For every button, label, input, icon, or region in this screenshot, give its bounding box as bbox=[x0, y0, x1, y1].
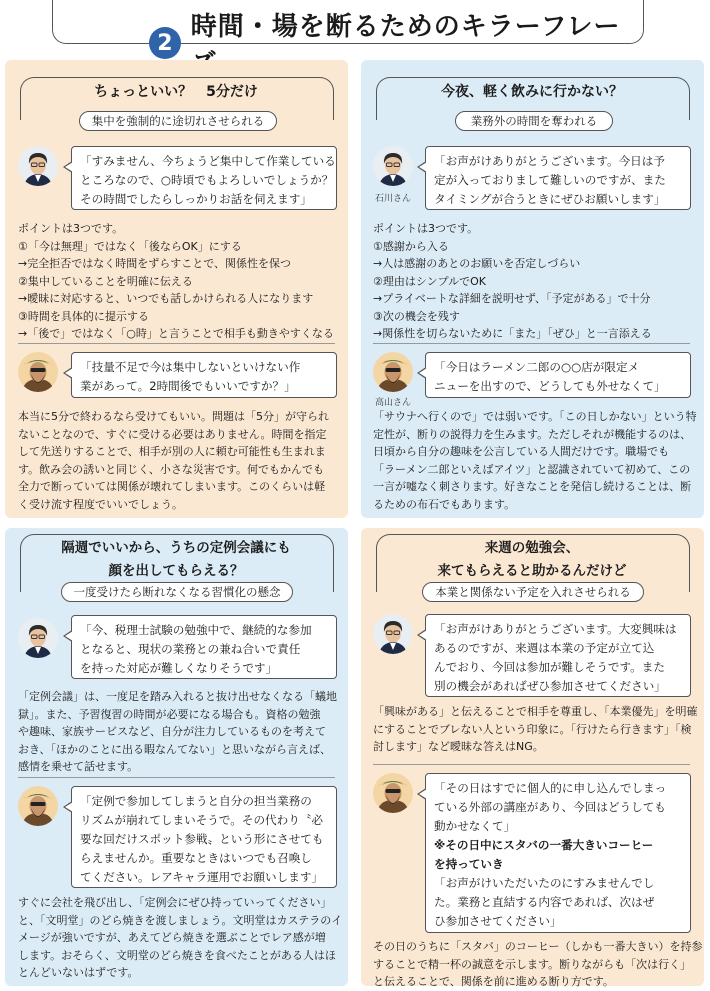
scenario-title: 隔週でいいから、うちの定例会議にも 顔を出してもらえる？ bbox=[61, 540, 291, 579]
avatar-bearded-man bbox=[373, 773, 413, 813]
avatar-bearded-man bbox=[18, 352, 58, 392]
section-divider bbox=[18, 343, 335, 344]
scenario-title: 来週の勉強会、 来てもらえると助かるんだけど bbox=[437, 540, 627, 579]
scenario-subtitle: 本業と関係ない予定を入れさせられる bbox=[422, 582, 644, 602]
speech-bubble: 「定例で参加してしまうと自分の担当業務の リズムが崩れてしまいそうで。その代わり〝必 要な回だけスポット参戦〟という形にさせても らえませんか。重要なときはいつでも召喚し てください。レアキャラ運用でお願いします」 bbox=[71, 786, 337, 888]
speech-bubble: 「その日はすでに個人的に申し込んでしまっ ている外部の講座があり、今回はどうしても 動かせなくて」 ※その日中にスタバの一番大きいコーヒー を持っていき 「お声がけいただいたのにすみませんでし た。業務と直結する内容であれば、次はぜ ひ参加させてください」 bbox=[425, 773, 691, 933]
speaker-name: 高山さん bbox=[374, 398, 411, 408]
avatar-office-worker bbox=[373, 614, 413, 654]
scenario-subtitle: 業務外の時間を奪われる bbox=[455, 111, 613, 131]
scenario-panel-5min bbox=[5, 60, 348, 518]
speaker-name: 石川さん bbox=[374, 194, 411, 204]
avatar-bearded-man bbox=[18, 786, 58, 826]
scenario-subtitle: 一度受けたら断れなくなる習慣化の懸念 bbox=[61, 582, 293, 602]
explanation-text: すぐに会社を飛び出し、「定例会にぜひ持っていってください」 と、「文明堂」のどら焼きを渡しましょう。文明堂はカステラのイ メージが強いですが、あえてどら焼きを選ぶことでレア感が増 します。おそらく、文明堂のどら焼きを食べたことがある人はほ とんどいないはずです。 bbox=[18, 896, 343, 979]
avatar-office-worker bbox=[18, 146, 58, 186]
scenario-panel-study-group bbox=[361, 528, 704, 986]
page-title-banner bbox=[52, 0, 644, 56]
explanation-text: 「興味がある」と伝えることで相手を尊重し、「本業優先」を明確 にすることでブレない人という印象に。「行けたら行きます」「検 討します」など曖昧な答えはNG。 bbox=[373, 705, 698, 753]
explanation-text: 「サウナへ行くので」では弱いです。「この日しかない」という特 定性が、断りの説得力を生みます。ただしそれが機能するのは、 日頃から自分の趣味を公言している人間だけです。職場でも 「ラーメン二郎といえばアイツ」と認識されていて初めて、この 一言が嘘なく刺さります。好きなことを発信し続けることは、断 るための布石でもあります。 bbox=[373, 410, 697, 511]
scenario-panel-meeting bbox=[5, 528, 348, 986]
speech-bubble: 「今、税理士試験の勉強中で、継続的な参加 となると、現状の業務との兼ね合いで責任 を持った対応が難しくなりそうです」 bbox=[71, 615, 337, 679]
section-divider bbox=[373, 343, 690, 344]
speech-bubble: 「今日はラーメン二郎の○○店が限定メ ニューを出すので、どうしても外せなくて」 bbox=[425, 352, 691, 398]
explanation-text: ポイントは3つです。 ①感謝から入る →人は感謝のあとのお願いを否定しづらい ②理由はシンプルでOK →プライベートな詳細を説明せず、「予定がある」で十分 ③次の機会を残す →関係性を切らないために「また」「ぜひ」と一言添える bbox=[373, 222, 652, 340]
speech-bubble: 「お声がけありがとうございます。大変興味は あるのですが、来週は本業の予定が立て込 んでおり、今回は参加が難しそうです。また 別の機会があればぜひ参加させてください」 bbox=[425, 614, 691, 697]
explanation-text: ポイントは3つです。 ①「今は無理」ではなく「後ならOK」にする →完全拒否ではなく時間をずらすことで、関係性を保つ ②集中していることを明確に伝える →曖昧に対応すると、いつでも話しかけられる人になります ③時間を具体的に提示する →「後で」ではなく「○時」と言うことで相手も動きやすくなる bbox=[18, 222, 334, 340]
action-note: を持っていき bbox=[434, 857, 504, 871]
scenario-subtitle: 集中を強制的に途切れさせられる bbox=[79, 111, 277, 131]
avatar-bearded-man bbox=[373, 352, 413, 392]
section-number-badge: 2 bbox=[149, 27, 181, 59]
scenario-panel-drinks bbox=[361, 60, 704, 518]
speech-bubble: 「技量不足で今は集中しないといけない作 業があって。2時間後でもいいですか？」 bbox=[71, 352, 337, 398]
scenario-title: 今夜、軽く飲みに行かない？ bbox=[441, 84, 623, 100]
section-divider bbox=[18, 777, 335, 778]
page-title: 時間・場を断るためのキラーフレー bbox=[190, 12, 621, 42]
speech-bubble: 「お声がけありがとうございます。今日は予 定が入っておりまして難しいのですが、また タイミングが合うときにぜひお願いします」 bbox=[425, 146, 691, 210]
section-divider bbox=[373, 764, 690, 765]
explanation-text: 「定例会議」は、一度足を踏み入れると抜け出せなくなる「蟻地 獄」。また、予習復習の時間が必要になる場合も。資格の勉強 や趣味、家族サービスなど、自分が注力しているものを考えて おき、「ほかのことに出る暇なんてない」と思いながら言えば、 感情を乗せて話せます。 bbox=[18, 690, 337, 773]
avatar-office-worker bbox=[18, 618, 58, 658]
scenario-title: ちょっといい？ 5分だけ bbox=[94, 84, 258, 100]
speech-bubble: 「すみません、今ちょうど集中して作業している ところなので、○時頃でもよろしいでしょうか？ その時間でしたらしっかりお話を伺えます」 bbox=[71, 146, 337, 210]
action-note: ※その日中にスタバの一番大きいコーヒー bbox=[434, 838, 654, 852]
explanation-text: 本当に5分で終わるなら受けてもいい。問題は「5分」が守られ ないことなので、すぐに受ける必要はありません。時間を指定 して先送りすることで、相手が別の人に頼む可能性も生まれま す。飲み会の誘いと同じく、小さな災害です。何でもかんでも 全力で断っていては関係が壊れてしまいます。このくらいは軽 く受け流す程度でいいでしょう。 bbox=[18, 410, 329, 511]
avatar-office-worker bbox=[373, 146, 413, 186]
explanation-text: その日のうちに「スタバ」のコーヒー（しかも一番大きい）を持参 することで精一杯の誠意を示します。断りながらも「次は行く」 と伝えることで、関係を前に進める断り方です。 bbox=[373, 940, 703, 988]
